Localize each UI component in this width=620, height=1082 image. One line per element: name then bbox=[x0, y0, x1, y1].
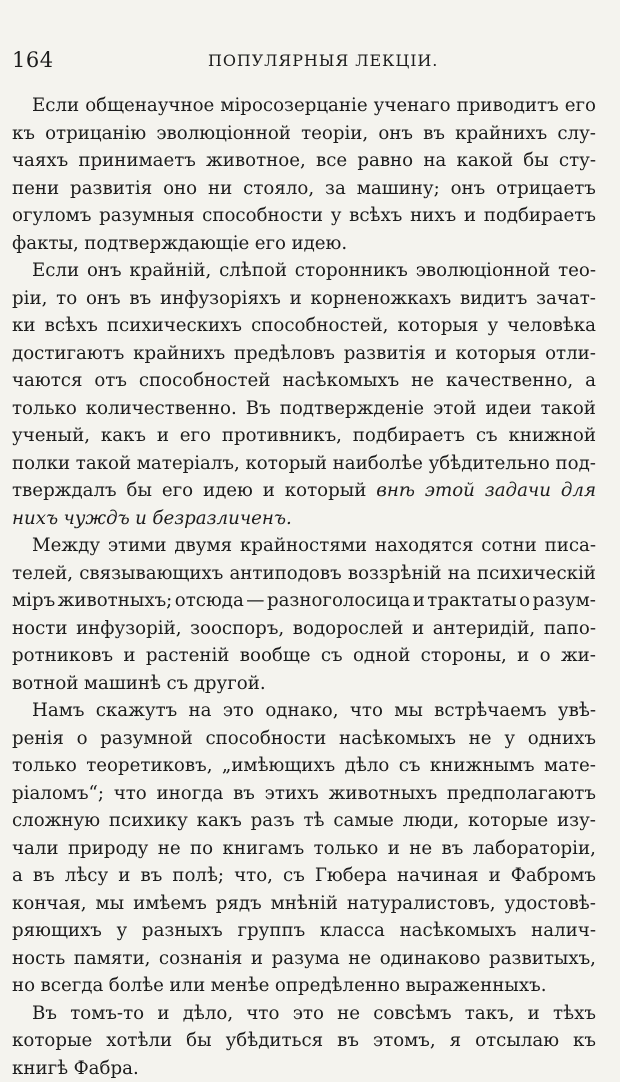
text-line: Если общенаучное міросозерцаніе ученаго приводитъ его bbox=[12, 92, 596, 120]
running-title: ПОПУЛЯРНЫЯ ЛЕКЦІИ. bbox=[208, 53, 438, 69]
text-line: ности инфузорій, зооспоръ, водорослей и антеридій, папо- bbox=[12, 615, 596, 643]
text-line: къ отрицанію эволюціонной теоріи, онъ въ крайнихъ слу- bbox=[12, 120, 596, 148]
text-line: книгѣ Фабра. bbox=[12, 1055, 596, 1082]
text-line: которые хотѣли бы убѣдиться въ этомъ, я отсылаю къ bbox=[12, 1027, 596, 1055]
body-text bbox=[12, 92, 596, 1082]
text-line: ріи, то онъ въ инфузоріяхъ и корненожкахъ видитъ зачат- bbox=[12, 285, 596, 313]
text-line: тверждалъ бы его идею и который внѣ этой задачи для bbox=[12, 477, 596, 505]
text-line: телей, связывающихъ антиподовъ воззрѣній на психическій bbox=[12, 560, 596, 588]
text-line: достигаютъ крайнихъ предѣловъ развитія и которыя отли- bbox=[12, 340, 596, 368]
page-header bbox=[12, 38, 596, 78]
paragraph bbox=[12, 532, 596, 697]
text-line: Намъ скажутъ на это однако, что мы встрѣчаемъ увѣ- bbox=[12, 697, 596, 725]
text-line: ротниковъ и растеній вообще съ одной стороны, и о жи- bbox=[12, 642, 596, 670]
text-line: Въ томъ-то и дѣло, что это не совсѣмъ такъ, и тѣхъ bbox=[12, 1000, 596, 1028]
text-line: ряющихъ у разныхъ группъ класса насѣкомыхъ налич- bbox=[12, 917, 596, 945]
text-line: ученый, какъ и его противникъ, подбираетъ съ книжной bbox=[12, 422, 596, 450]
text-line: чаяхъ принимаетъ животное, все равно на какой бы сту- bbox=[12, 147, 596, 175]
text-line: полки такой матеріалъ, который наиболѣе убѣдительно под- bbox=[12, 450, 596, 478]
text-line: а въ лѣсу и въ полѣ; что, съ Гюбера начиная и Фабромъ bbox=[12, 862, 596, 890]
text-line: чаются отъ способностей насѣкомыхъ не качественно, а bbox=[12, 367, 596, 395]
paragraph bbox=[12, 257, 596, 532]
page-number: 164 bbox=[12, 50, 54, 71]
text-line: міръ животныхъ; отсюда — разноголосица и трактаты о разум- bbox=[12, 587, 596, 615]
text-line: ріаломъ“; что иногда въ этихъ животныхъ предполагаютъ bbox=[12, 780, 596, 808]
text-line: кончая, мы имѣемъ рядъ мнѣній натуралистовъ, удостовѣ- bbox=[12, 890, 596, 918]
text-line: только количественно. Въ подтвержденіе этой идеи такой bbox=[12, 395, 596, 423]
text-line: Между этими двумя крайностями находятся сотни писа- bbox=[12, 532, 596, 560]
text-line: Если онъ крайній, слѣпой сторонникъ эволюціонной тео- bbox=[12, 257, 596, 285]
paragraph bbox=[12, 1000, 596, 1082]
text-line: пени развитія оно ни стояло, за машину; онъ отрицаетъ bbox=[12, 175, 596, 203]
text-line: ность памяти, сознанія и разума не одинаково развитыхъ, bbox=[12, 945, 596, 973]
text-line: факты, подтверждающіе его идею. bbox=[12, 230, 596, 258]
text-line: нихъ чуждъ и безразличенъ. bbox=[12, 505, 596, 533]
paragraph bbox=[12, 697, 596, 1000]
text-line: только теоретиковъ, „имѣющихъ дѣло съ книжнымъ мате- bbox=[12, 752, 596, 780]
text-line: чали природу не по книгамъ только и не въ лабораторіи, bbox=[12, 835, 596, 863]
text-line: огуломъ разумныя способности у всѣхъ нихъ и подбираетъ bbox=[12, 202, 596, 230]
text-line: ренія о разумной способности насѣкомыхъ не у однихъ bbox=[12, 725, 596, 753]
paragraph bbox=[12, 92, 596, 257]
text-line: сложную психику какъ разъ тѣ самые люди, которые изу- bbox=[12, 807, 596, 835]
text-line: но всегда болѣе или менѣе опредѣленно выраженныхъ. bbox=[12, 972, 596, 1000]
text-line: вотной машинѣ съ другой. bbox=[12, 670, 596, 698]
text-line: ки всѣхъ психическихъ способностей, которыя у человѣка bbox=[12, 312, 596, 340]
